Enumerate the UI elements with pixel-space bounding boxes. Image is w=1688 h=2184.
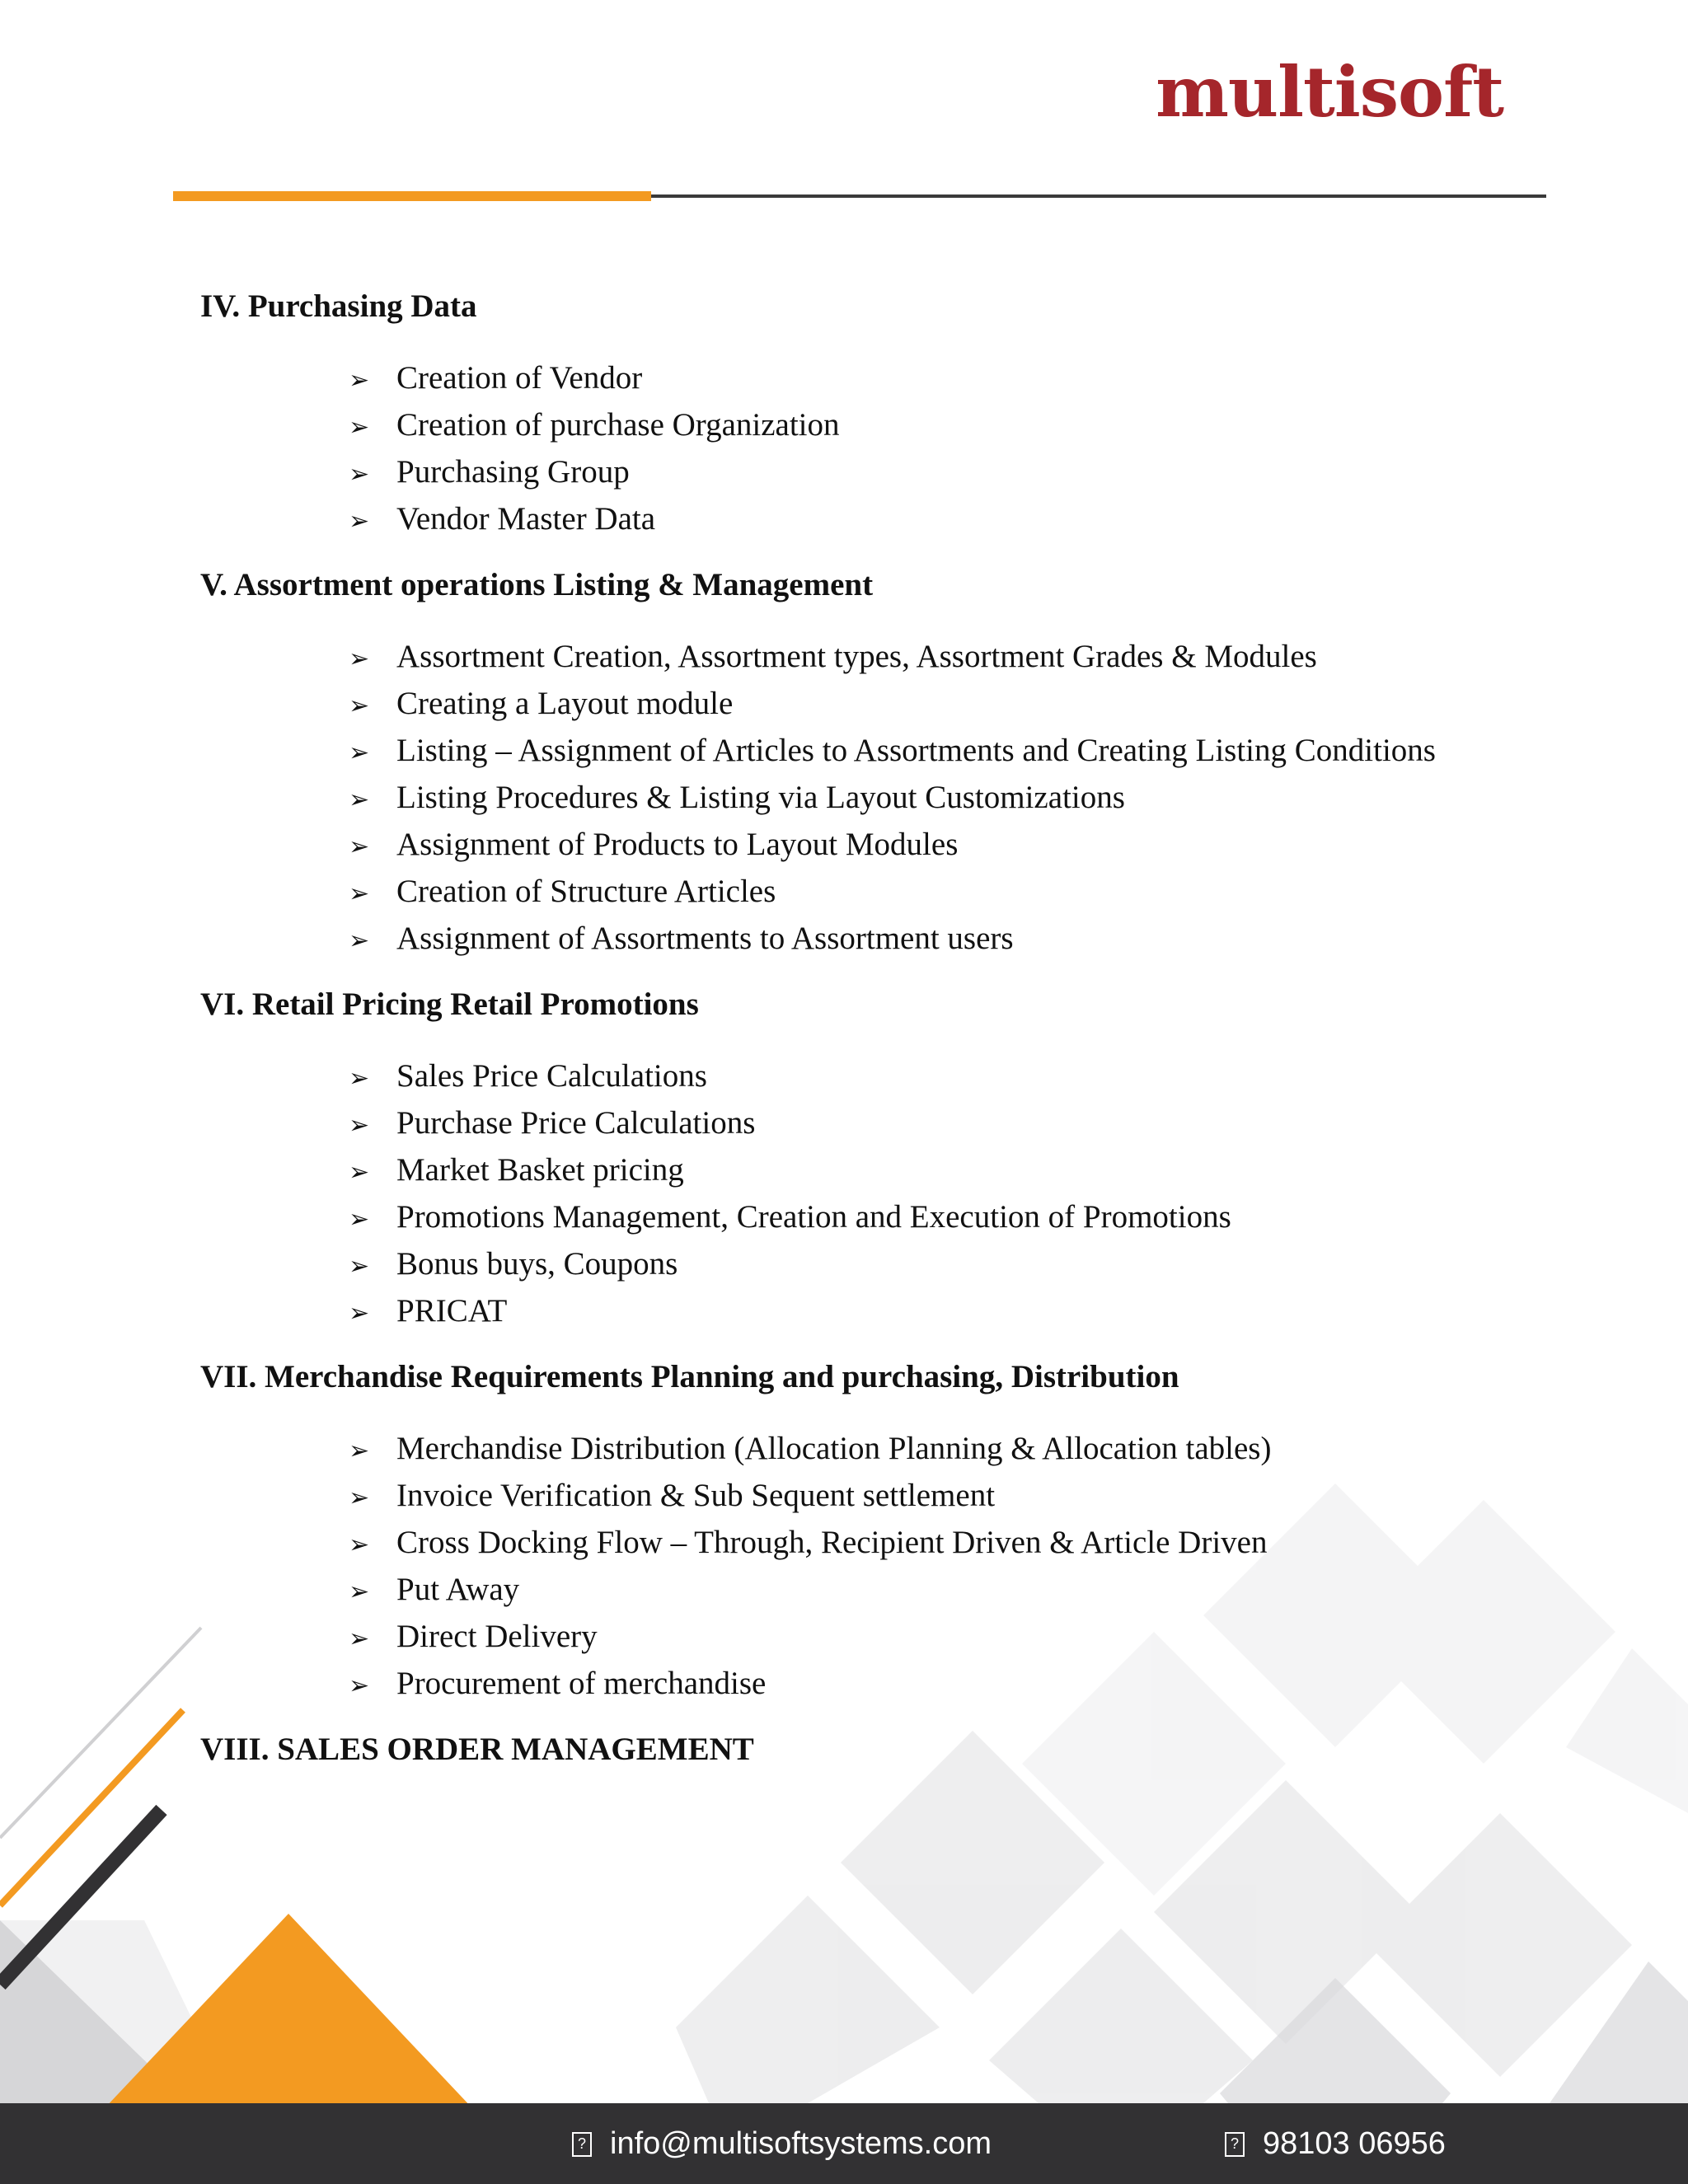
list-item-text: Listing Procedures & Listing via Layout Customizations [396, 780, 1125, 815]
list-item [349, 1615, 1585, 1661]
list-item-text: PRICAT [396, 1293, 508, 1329]
list-item [349, 776, 1585, 823]
list-item [349, 497, 1585, 544]
arrow-bullet-icon: ➢ [349, 507, 370, 536]
arrow-bullet-icon: ➢ [349, 1299, 370, 1328]
list-item [349, 823, 1585, 869]
list-item-text: Bonus buys, Coupons [396, 1246, 678, 1282]
footer-phone-text[interactable]: 98103 06956 [1263, 2126, 1446, 2161]
arrow-bullet-icon: ➢ [349, 1111, 370, 1140]
arrow-bullet-icon: ➢ [349, 1671, 370, 1700]
list-item-text: Assortment Creation, Assortment types, Assortment Grades & Modules [396, 639, 1317, 674]
list-item-text: Assignment of Products to Layout Modules [396, 827, 959, 862]
section-list [200, 356, 1585, 544]
list-item-text: Market Basket pricing [396, 1152, 684, 1188]
list-item-text: Creation of purchase Organization [396, 407, 840, 443]
list-item-text: Listing – Assignment of Articles to Assortments and Creating Listing Conditions [396, 733, 1436, 768]
list-item-text: Procurement of merchandise [396, 1666, 767, 1701]
arrow-bullet-icon: ➢ [349, 879, 370, 908]
section-heading: V. Assortment operations Listing & Management [200, 567, 874, 602]
list-item [349, 869, 1585, 916]
section-list [200, 1054, 1585, 1336]
arrow-bullet-icon: ➢ [349, 691, 370, 720]
list-item [349, 1101, 1585, 1148]
list-item-text: Put Away [396, 1572, 520, 1607]
list-item [349, 1474, 1585, 1521]
list-item [349, 916, 1585, 963]
list-item [349, 403, 1585, 450]
section-list [200, 635, 1585, 963]
arrow-bullet-icon: ➢ [349, 926, 370, 955]
list-item-text: Vendor Master Data [396, 501, 656, 537]
course-outline [200, 287, 1585, 1799]
header-rule-accent [173, 191, 651, 201]
list-item-text: Creation of Structure Articles [396, 874, 776, 909]
list-item-text: Direct Delivery [396, 1619, 598, 1654]
arrow-bullet-icon: ➢ [349, 738, 370, 767]
list-item-text: Creating a Layout module [396, 686, 734, 721]
arrow-bullet-icon: ➢ [349, 785, 370, 814]
list-item-text: Invoice Verification & Sub Sequent settlement [396, 1478, 996, 1513]
section-list [200, 1427, 1585, 1708]
arrow-bullet-icon: ➢ [349, 1064, 370, 1093]
arrow-bullet-icon: ➢ [349, 1158, 370, 1187]
list-item-text: Cross Docking Flow – Through, Recipient Driven & Article Driven [396, 1525, 1268, 1560]
arrow-bullet-icon: ➢ [349, 460, 370, 489]
list-item-text: Purchasing Group [396, 454, 630, 490]
footer-email-text[interactable]: info@multisoftsystems.com [610, 2126, 992, 2161]
list-item [349, 356, 1585, 403]
section-heading: VI. Retail Pricing Retail Promotions [200, 987, 699, 1022]
list-item [349, 729, 1585, 776]
brand-logo: multisoft [1156, 51, 1503, 133]
section-heading: IV. Purchasing Data [200, 288, 477, 324]
list-item [349, 1521, 1585, 1568]
envelope-icon: ? [572, 2132, 592, 2157]
list-item [349, 1195, 1585, 1242]
list-item [349, 682, 1585, 729]
list-item [349, 450, 1585, 497]
footer-phone[interactable] [1225, 2126, 1446, 2162]
arrow-bullet-icon: ➢ [349, 1483, 370, 1512]
header-rule [651, 194, 1546, 198]
arrow-bullet-icon: ➢ [349, 413, 370, 442]
list-item [349, 1427, 1585, 1474]
list-item-text: Assignment of Assortments to Assortment users [396, 921, 1014, 956]
list-item [349, 1242, 1585, 1289]
arrow-bullet-icon: ➢ [349, 366, 370, 395]
list-item-text: Purchase Price Calculations [396, 1105, 756, 1141]
section-heading: VII. Merchandise Requirements Planning and purchasing, Distribution [200, 1359, 1179, 1394]
list-item [349, 1148, 1585, 1195]
section-heading: VIII. SALES ORDER MANAGEMENT [200, 1732, 754, 1767]
arrow-bullet-icon: ➢ [349, 1530, 370, 1559]
list-item [349, 635, 1585, 682]
list-item [349, 1054, 1585, 1101]
list-item [349, 1568, 1585, 1615]
list-item-text: Sales Price Calculations [396, 1058, 707, 1094]
list-item-text: Creation of Vendor [396, 360, 643, 396]
arrow-bullet-icon: ➢ [349, 1436, 370, 1465]
list-item-text: Promotions Management, Creation and Execution of Promotions [396, 1199, 1231, 1235]
phone-icon: ? [1225, 2132, 1245, 2157]
arrow-bullet-icon: ➢ [349, 1252, 370, 1281]
arrow-bullet-icon: ➢ [349, 1205, 370, 1234]
list-item [349, 1661, 1585, 1708]
list-item [349, 1289, 1585, 1336]
footer-email[interactable] [572, 2126, 992, 2162]
arrow-bullet-icon: ➢ [349, 832, 370, 861]
list-item-text: Merchandise Distribution (Allocation Planning & Allocation tables) [396, 1431, 1272, 1466]
arrow-bullet-icon: ➢ [349, 644, 370, 673]
arrow-bullet-icon: ➢ [349, 1577, 370, 1606]
arrow-bullet-icon: ➢ [349, 1624, 370, 1653]
